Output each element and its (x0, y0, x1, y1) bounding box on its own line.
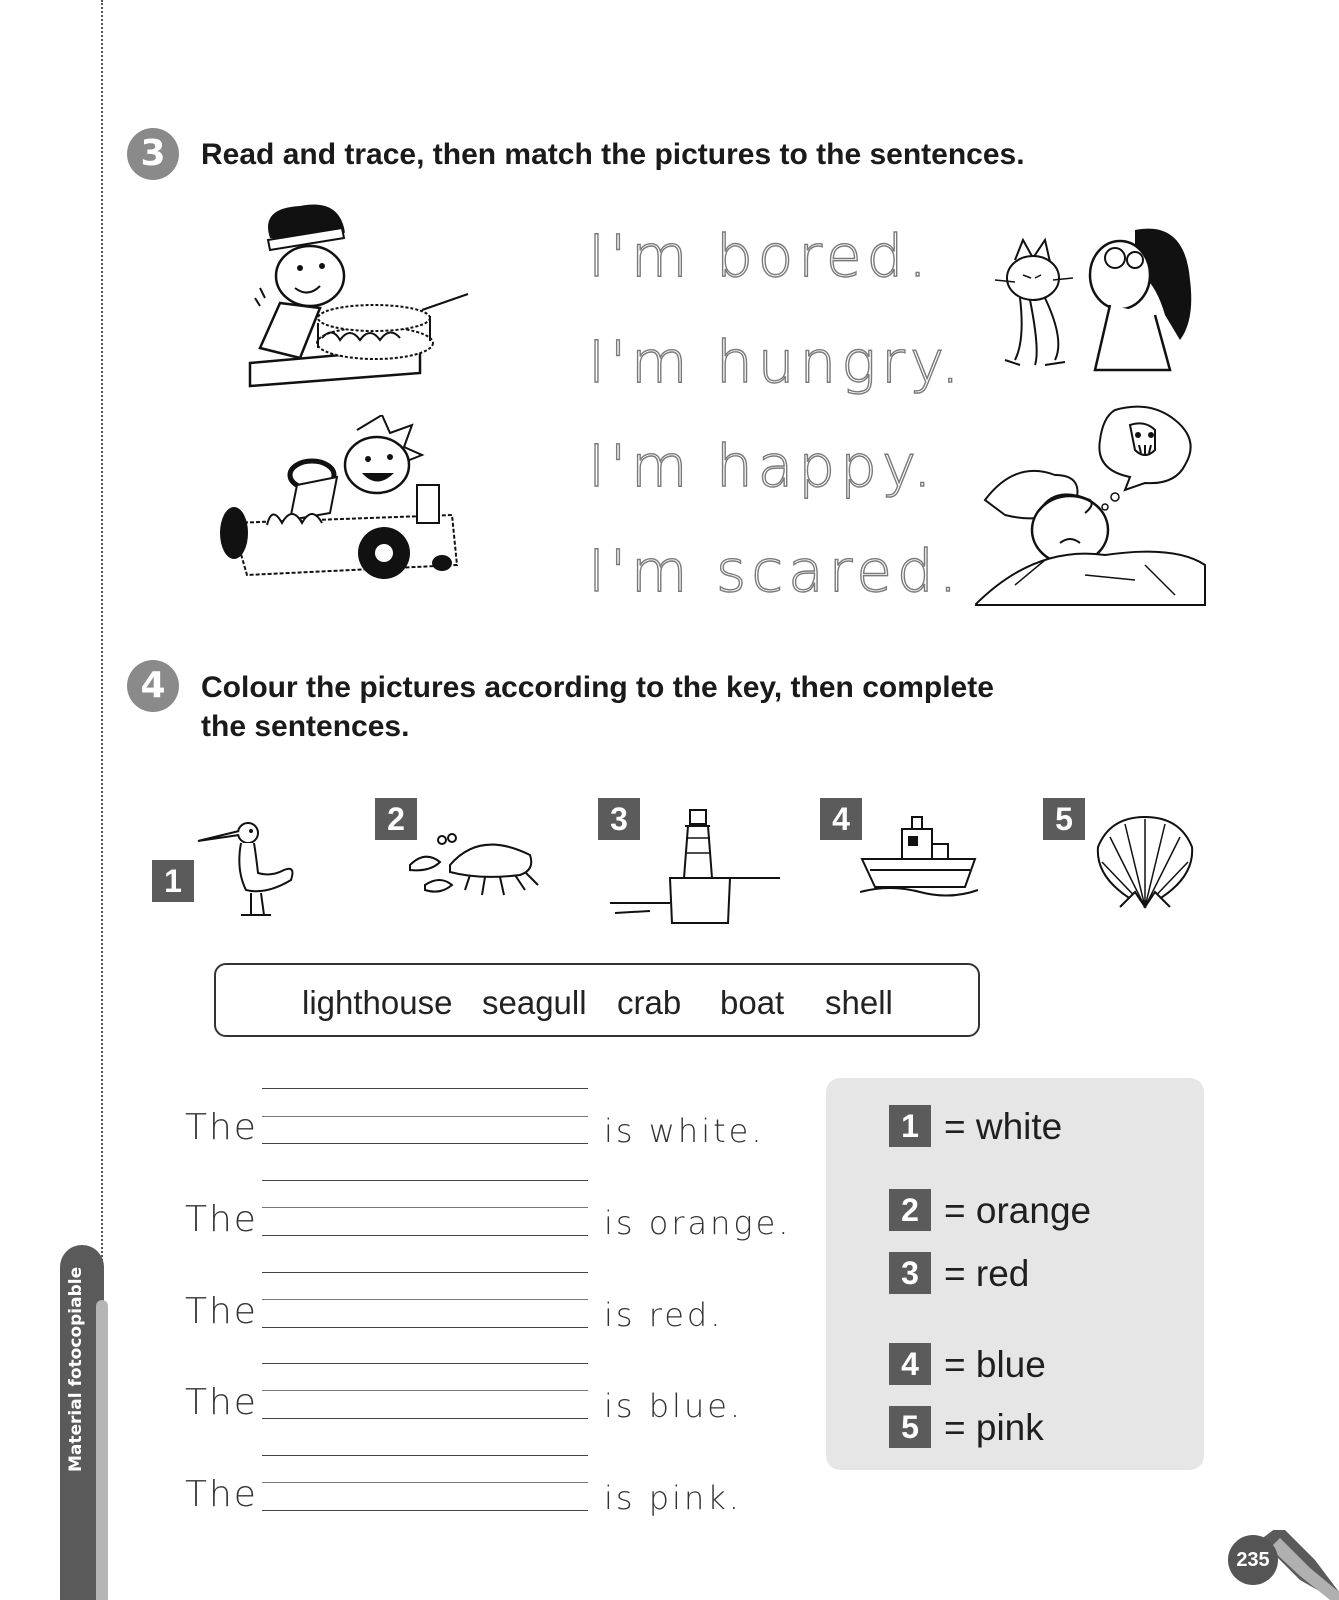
answer-line-5[interactable] (262, 1510, 588, 1511)
trace-sentence-hungry: I'm hungry. (588, 328, 965, 396)
sentence-1-end: is white. (604, 1112, 765, 1150)
sentence-1-start: The (185, 1107, 258, 1148)
seagull-illustration (196, 815, 306, 925)
key-number-2: 2 (889, 1189, 931, 1231)
key-number-4: 4 (889, 1343, 931, 1385)
key-number-3: 3 (889, 1252, 931, 1294)
answer-line-1[interactable] (262, 1143, 588, 1144)
word-bank-crab: crab (617, 984, 682, 1021)
answer-line-4[interactable] (262, 1418, 588, 1419)
sentence-4-end: is blue. (604, 1387, 744, 1425)
word-bank-lighthouse: lighthouse (302, 984, 453, 1021)
exercise-4-instruction-line-1: Colour the pictures according to the key, then complete (201, 671, 994, 704)
trace-sentence-happy: I'm happy. (588, 432, 937, 500)
sentence-5-start: The (185, 1474, 258, 1515)
picture-number-5: 5 (1043, 798, 1085, 840)
sentence-3-start: The (185, 1291, 258, 1332)
side-tab-stripe (96, 1300, 108, 1600)
sentence-2-start: The (185, 1199, 258, 1240)
boat-illustration (860, 812, 980, 902)
picture-number-3: 3 (598, 798, 640, 840)
exercise-4-instruction-line-2: the sentences. (201, 710, 410, 743)
key-text-1: = white (944, 1106, 1063, 1147)
crab-illustration (400, 830, 545, 910)
trace-sentence-scared: I'm scared. (588, 537, 963, 605)
shell-illustration (1090, 812, 1200, 917)
exercise-4-number: 4 (127, 660, 179, 712)
bored-girl-cat-illustration (985, 220, 1200, 385)
hungry-boy-cake-illustration (240, 198, 480, 393)
picture-number-2: 2 (375, 798, 417, 840)
sentence-3-end: is red. (604, 1296, 724, 1334)
sentence-5-end: is pink. (604, 1479, 742, 1517)
lighthouse-illustration (610, 808, 785, 933)
exercise-3-instruction: Read and trace, then match the pictures to the sentences. (201, 138, 1025, 171)
page-number: 235 (1228, 1535, 1278, 1585)
key-text-4: = blue (944, 1344, 1046, 1385)
key-text-5: = pink (944, 1407, 1044, 1448)
answer-line-3[interactable] (262, 1327, 588, 1328)
side-label: Material fotocopiable (66, 1266, 86, 1472)
word-bank-boat: boat (720, 984, 785, 1021)
happy-boy-kart-illustration (212, 415, 472, 610)
answer-line-2[interactable] (262, 1235, 588, 1236)
picture-number-1: 1 (152, 860, 194, 902)
key-text-2: = orange (944, 1190, 1092, 1231)
sentence-2-end: is orange. (604, 1204, 792, 1242)
word-bank-shell: shell (825, 984, 893, 1021)
key-text-3: = red (944, 1253, 1030, 1294)
scared-boy-bed-illustration (975, 405, 1210, 610)
word-bank-seagull: seagull (482, 984, 587, 1021)
key-number-5: 5 (889, 1406, 931, 1448)
sentence-4-start: The (185, 1382, 258, 1423)
exercise-3-number: 3 (127, 128, 179, 180)
picture-number-4: 4 (820, 798, 862, 840)
key-number-1: 1 (889, 1105, 931, 1147)
trace-sentence-bored: I'm bored. (588, 222, 932, 290)
